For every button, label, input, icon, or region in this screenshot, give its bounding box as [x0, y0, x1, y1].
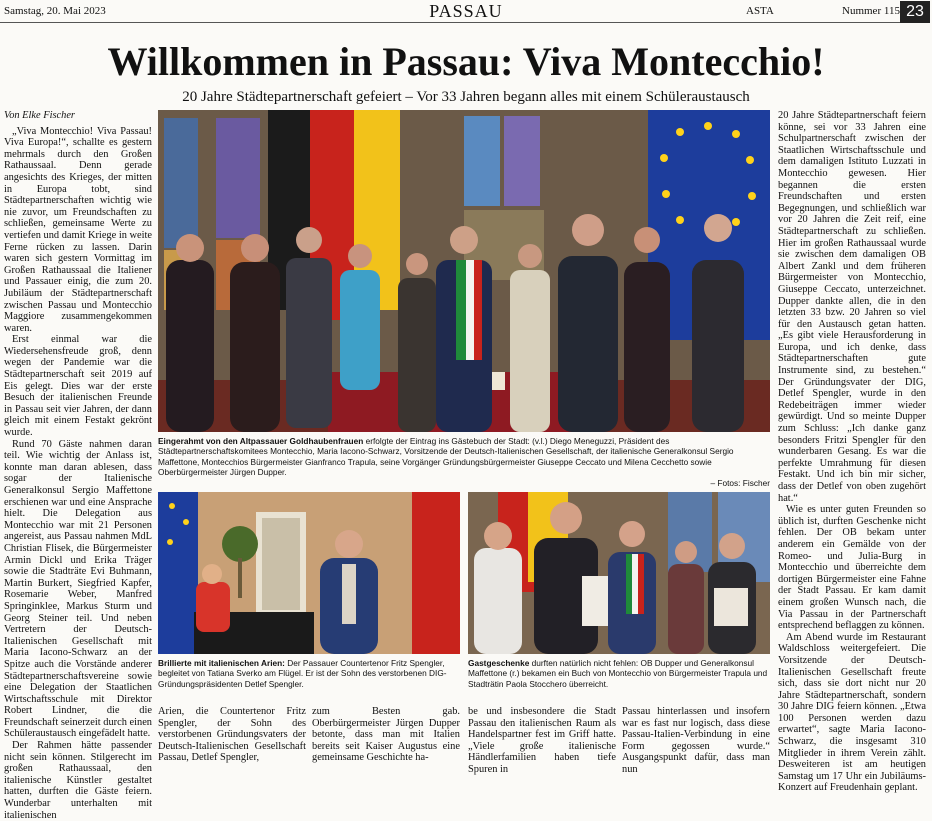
paragraph: Am Abend wurde im Restaurant Waldschloss weitergefeiert. Die Vorsitzende der Deutsch-Italienischen Gesellschaft freute sich, dass sie dort nicht nur 20 Jahre Städtepartnerschaft, sondern 30 Jahre DIG feiern können. „Etwa 100 Personen werden dazu erwartet“, sagte Maria Iacono-Schwarz, die insgesamt 310 Mitglieder in ihrem Verein zählt. Desweiteren ist am heutigen Samstag um 17 Uhr ein Jubiläums-Konzert auf Freudenhain geplant. — [778, 631, 926, 794]
page-header — [0, 0, 932, 24]
paragraph: Der Rahmen hätte passender nicht sein können. Stilgerecht im großen Rathaussaal, den italienische Künstler gestaltet hatten, durften die Gäste feiern. Wunderbar unterhalten mit italienischen — [4, 740, 152, 821]
article-column-right — [778, 110, 926, 794]
headline: Willkommen in Passau: Viva Montecchio! — [107, 39, 825, 84]
page-number: 23 — [900, 1, 930, 23]
photo-gift-exchange — [468, 492, 770, 654]
main-photo-group-portrait — [158, 110, 770, 432]
countertenor-caption — [158, 658, 460, 702]
photo-credit: – Fotos: Fischer — [710, 477, 770, 488]
photo-countertenor-performance — [158, 492, 460, 654]
publisher-mark: ASTA — [746, 5, 774, 17]
paragraph: 20 Jahre Städtepartnerschaft feiern könne, sei vor 33 Jahren eine Schulpartnerschaft zwischen der Staatlichen Wirtschaftsschule und dem damaligen Istituto Luzzati in Montecchio gewesen. Hier begannen die ersten Freundschaften und ersten Begegnungen, und schließlich war vor 20 Jahren die Zeit reif, eine Städtepartnerschaft zu schließen. Hier im großen Rathaussaal wurde sie zwischen dem damaligen OB Albert Zankl und dem früheren Bürgermeister von Montecchio, Giuseppe Ceccato, unterzeichnet. Dupper dankte allen, die in den letzten 33 bzw. 20 Jahren so viel für den Austausch getan hatten. „Es gibt viele Herausforderung in Europa, und ich denke, dass Städtepartnerschaften gute Instrumente sind, zu bestehen.“ Der Gründungsvater der DIG, Detlef Spengler, wurde in den Redebeiträgen immer wieder gewürdigt. Und so meinte Dupper zum Schluss: „Ich danke ganz besonders Fritzi Spengler für den wunderbaren Gesang. Es war die perfekte Umrahmung für diesen Festakt. Und ich bin mir sicher, dass der Detlef von oben zugehört hat.“ — [778, 110, 926, 504]
paragraph: be und insbesondere die Stadt Passau den italienischen Raum als Handelspartner fest im Griff hatte. „Viele große italienische Händlerfamilien haben tiefe Spuren in — [468, 706, 616, 775]
issue-number: Nummer 115 — [842, 5, 900, 17]
caption-lead: Brillierte mit italienischen Arien: — [158, 658, 285, 668]
caption-lead: Eingerahmt von den Altpassauer Goldhaubenfrauen — [158, 436, 364, 446]
caption-text: durften natürlich nicht fehlen: OB Dupper und Generalkonsul Maffettone (r.) bekamen ein Buch von Montecchio von Bürgermeister Trapula und Stadträtin Paola Stocchero überreicht. — [468, 658, 768, 689]
header-rule — [0, 22, 900, 23]
bottom-column-3 — [468, 706, 616, 775]
article-column-left — [4, 110, 153, 821]
bottom-column-2 — [312, 706, 460, 768]
issue-date: Samstag, 20. Mai 2023 — [4, 5, 106, 17]
caption-lead: Gastgeschenke — [468, 658, 530, 668]
paragraph: „Viva Montecchio! Viva Passau! Viva Europa!“, schallte es gestern mehrmals durch den Großen Rathaussaal. Denn gerade angesichts des Krieges, der mitten in Europa tobt, sind Städtepartnerschaften wichtig wie nie zuvor, um Freundschaften zu schließen, gemeinsame Werte zu vertiefen und damit Kriege in weite Ferne rücken zu lassen. Darin waren sich gestern Vormittag im Großen Rathaussaal die Italiener und Passauer einig, die zum 20. Jubiläum der Städtepartnerschaft zwischen Passau und Montecchio Maggiore zusammengekommen waren. — [4, 125, 153, 334]
bottom-column-1 — [158, 706, 306, 768]
paragraph: zum Besten gab. Oberbürgermeister Jürgen Dupper betonte, dass man mit Italien bereits seit Kaiser Augustus eine gemeinsame Geschichte ha- — [312, 706, 460, 764]
bottom-column-4 — [622, 706, 770, 775]
main-photo-caption — [158, 436, 770, 490]
subheadline: 20 Jahre Städtepartnerschaft gefeiert – Vor 33 Jahren begann alles mit einem Schüleraustausch — [182, 89, 750, 105]
caption-text: erfolgte der Eintrag ins Gästebuch der Stadt: (v.l.) Diego Meneguzzi, Präsident des Städtepartnerschaftskomitees Montecchio, Maria Iacono-Schwarz, Vorsitzende der Deutsch-Italienischen Gesellschaft, der italienische Generalkonsul Sergio Maffettone, Montecchios Bürgermeister Gianfranco Trapula, seine Vorgänger Gründungsbürgermeister Giuseppe Ceccato und Milena Cecchetto sowie Oberbürgermeister Jürgen Dupper. — [158, 436, 734, 478]
section-title: PASSAU — [429, 1, 503, 21]
paragraph: Wie es unter guten Freunden so üblich ist, durften Geschenke nicht fehlen. Der OB bekam unter anderem ein Gemälde von der Romeo- und Julia-Burg in Montecchio und überreichte dem dortigen Bürgermeister eine Fahne der Stadt Passau. Er kam damit einem großen Wunsch nach, die Via Passau in der Partnerschaft entsprechend beflaggen zu können. — [778, 504, 926, 632]
paragraph: Passau hinterlassen und insofern war es fast nur logisch, dass diese Passau-Italien-Verbindung in eine Form gegossen wurde.“ Ausgangspunkt dafür, dass man nun — [622, 706, 770, 775]
paragraph: Erst einmal war die Wiedersehensfreude groß, denn wegen der Pandemie war die Städtepartnerschaft seit 2019 auf Eis gelegt. Dies war der erste Besuch der italienischen Freunde in Passau seit vier Jahren, der dann gleich mit einem Festakt gekrönt wurde. — [4, 334, 152, 439]
gift-caption — [468, 658, 770, 702]
paragraph: Rund 70 Gäste nahmen daran teil. Wie wichtig der Anlass ist, konnte man daran ablesen, dass sogar der Italienische Generalkonsul Sergio Maffettone erschienen war und eine Ansprache hielt. Die Delegation aus Montecchio war mit 21 Personen angereist, aus Passau nahmen MdL Christian Flisek, die Bürgermeister Armin Dickl und Erika Träger sowie die Stadträte Evi Buhmann, Martin Burkert, Siegfried Kapfer, Rosemarie Weber, Manfred Springinklee, Markus Sturm und Georg Steiner teil. Und neben Vertretern der Deutsch-Italienischen Gesellschaft mit Maria Iacono-Schwarz an der Spitze auch die Vorstände anderer Städtepartnerschaftsvereine sowie eine Delegation der Staatlichen Wirtschaftsschule mit Direktor Robert Lindner, die die Freundschaft seinerzeit durch einen Schüleraustausch eingefädelt hatte. — [4, 438, 153, 740]
caption-text: Der Passauer Countertenor Fritz Spengler, begleitet von Tatiana Sverko am Flügel. Er ist der Sohn des verstorbenen DIG-Gründungspräsidenten Detlef Spengler. — [158, 658, 447, 689]
byline: Von Elke Fischer — [4, 110, 75, 121]
paragraph: Arien, die Countertenor Fritz Spengler, der Sohn des verstorbenen Gründungsvaters der Deutsch-Italienischen Gesellschaft Passau, Detlef Spengler, — [158, 706, 306, 764]
